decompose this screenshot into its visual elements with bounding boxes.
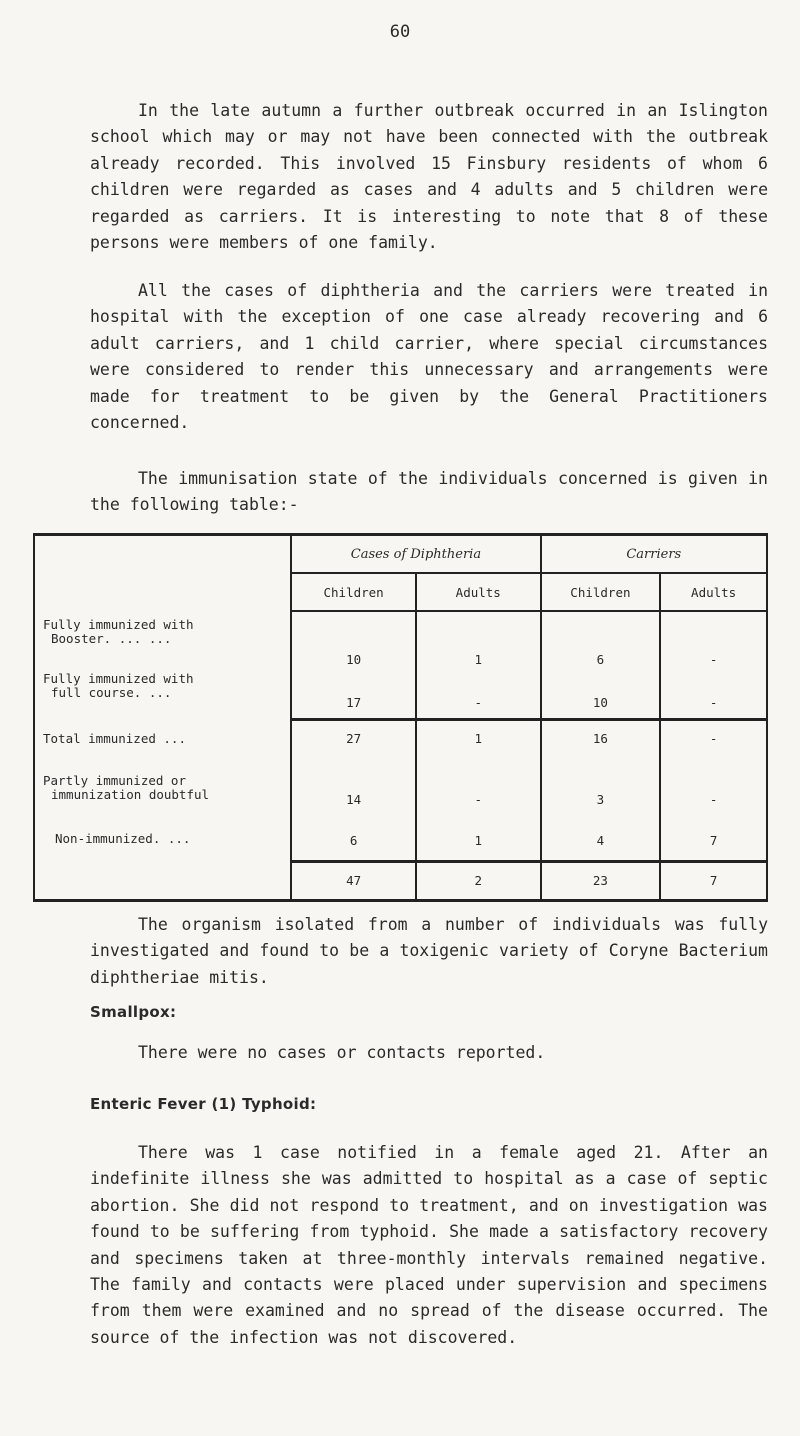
row-label-total-immunized: Total immunized ...: [43, 731, 186, 746]
cell-value: 7: [660, 815, 767, 861]
cell-value: 3: [541, 757, 661, 815]
row-label-full-course: Fully immunized with full course. ...: [43, 671, 194, 700]
cell-value: 16: [541, 719, 661, 757]
paragraph-outbreak: In the late autumn a further outbreak occurred in an Islington school which may or may not have been connected with the outbreak already recorded. This involved 15 Finsbury residents of whom 6 children were regarded as cases and 4 adults and 5 children were regarded as carriers. It is interesting to note that 8 of these persons were members of one family.: [90, 101, 768, 253]
paragraph-smallpox: There were no cases or contacts reported.: [138, 1043, 546, 1062]
cell-value: 1: [416, 815, 541, 861]
subheader-children: Children: [291, 573, 416, 611]
cell-value: -: [660, 611, 767, 675]
subheader-adults: Adults: [660, 573, 767, 611]
subheader-adults: Adults: [416, 573, 541, 611]
total-cell: 47: [291, 861, 416, 900]
row-label-non-immunized: Non-immunized. ...: [55, 831, 191, 846]
cell-value: 17: [291, 675, 416, 719]
cell-value: 6: [291, 815, 416, 861]
cell-value: 10: [291, 611, 416, 675]
cell-value: -: [660, 757, 767, 815]
immunisation-table: [33, 533, 768, 902]
total-cell: 23: [541, 861, 661, 900]
cell-value: 14: [291, 757, 416, 815]
heading-smallpox: Smallpox:: [90, 1003, 177, 1021]
cell-value: -: [416, 757, 541, 815]
subheader-children: Children: [541, 573, 661, 611]
cell-value: 27: [291, 719, 416, 757]
cell-value: 1: [416, 611, 541, 675]
cell-value: -: [660, 675, 767, 719]
paragraph-treatment: All the cases of diphtheria and the carriers were treated in hospital with the exception of one case already recovering and 6 adult carriers, and 1 child carrier, where special circumstances were considered to render this unnecessary and arrangements were made for treatment to be given by the General Practitioners concerned.: [90, 281, 768, 433]
total-cell: 7: [660, 861, 767, 900]
cell-value: -: [416, 675, 541, 719]
row-label-booster: Fully immunized with Booster. ... ...: [43, 617, 194, 646]
cell-value: 1: [416, 719, 541, 757]
paragraph-organism: The organism isolated from a number of individuals was fully investigated and found to be a toxigenic variety of Coryne Bacterium diphtheriae mitis.: [90, 915, 768, 987]
cell-value: 4: [541, 815, 661, 861]
paragraph-table-intro: The immunisation state of the individuals concerned is given in the following table:-: [90, 469, 768, 515]
row-label-partly-immunized: Partly immunized or immunization doubtful: [43, 773, 210, 802]
cell-value: 10: [541, 675, 661, 719]
page-number: 60: [389, 22, 411, 42]
header-cases-of-diphtheria: Cases of Diphtheria: [291, 535, 540, 574]
header-carriers: Carriers: [541, 535, 767, 574]
cell-value: 6: [541, 611, 661, 675]
cell-value: -: [660, 719, 767, 757]
total-cell: 2: [416, 861, 541, 900]
paragraph-typhoid: There was 1 case notified in a female aged 21. After an indefinite illness she was admitted to hospital as a case of septic abortion. She did not respond to treatment, and on investigation was found to be suffering from typhoid. She made a satisfactory recovery and specimens taken at three-monthly intervals remained negative. The family and contacts were placed under supervision and specimens from them were examined and no spread of the disease occurred. The source of the infection was not discovered.: [90, 1143, 768, 1347]
heading-enteric-fever: Enteric Fever (1) Typhoid:: [90, 1095, 317, 1113]
row-labels-column: [34, 535, 291, 901]
